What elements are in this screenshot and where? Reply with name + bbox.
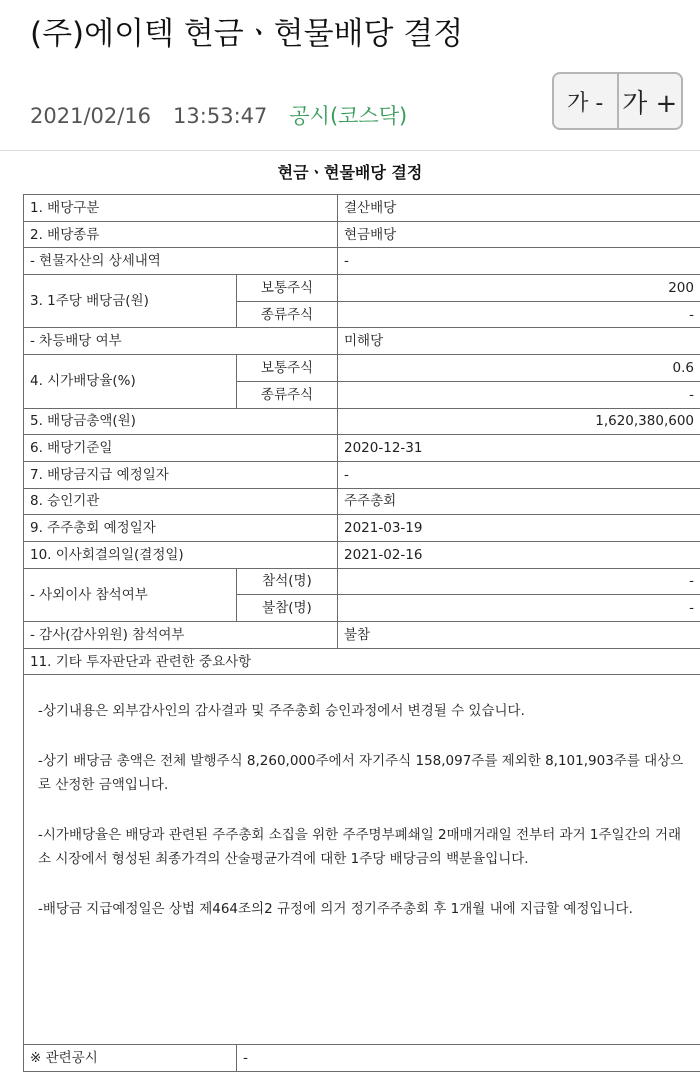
row-label: 11. 기타 투자판단과 관련한 중요사항 [24,648,700,675]
table-row [24,221,700,248]
disclosure-meta [30,100,407,130]
note-paragraph: -상기내용은 외부감사인의 감사결과 및 주주총회 승인과정에서 변경될 수 있습니다. [38,699,686,723]
row-label: - 감사(감사위원) 참석여부 [24,622,338,649]
row-value: 주주총회 [338,488,700,515]
disclosure-time: 13:53:47 [173,104,267,128]
table-row [24,488,700,515]
row-label: 1. 배당구분 [24,195,338,222]
table-row [24,541,700,568]
row-label: - 현물자산의 상세내역 [24,248,338,275]
note-paragraph: -상기 배당금 총액은 전체 발행주식 8,260,000주에서 자기주식 158,097주를 제외한 8,101,903주를 대상으로 산정한 금액입니다. [38,749,686,797]
row-value: 불참 [338,622,700,649]
related-value: - [237,1045,700,1072]
table-row [24,195,700,222]
row-value: - [338,301,700,328]
row-label: 10. 이사회결의일(결정일) [24,541,338,568]
row-value: - [338,381,700,408]
row-value: 200 [338,275,700,302]
divider [0,150,700,151]
note-paragraph: -배당금 지급예정일은 상법 제464조의2 규정에 의거 정기주주총회 후 1개월 내에 지급할 예정입니다. [38,897,686,921]
notes-cell [24,675,700,1045]
row-value: - [338,461,700,488]
table-row [24,328,700,355]
row-value: - [338,568,700,595]
row-value: 2021-02-16 [338,541,700,568]
dividend-table [23,194,700,1072]
disclosure-date: 2021/02/16 [30,104,151,128]
table-row [24,568,700,595]
table-row [24,355,700,382]
row-label: 6. 배당기준일 [24,435,338,462]
table-row [24,461,700,488]
sub-label: 종류주식 [237,381,338,408]
sub-label: 종류주식 [237,301,338,328]
row-value: 2021-03-19 [338,515,700,542]
page-title: (주)에이텍 현금ㆍ현물배당 결정 [30,8,463,53]
row-value: - [338,248,700,275]
table-row [24,435,700,462]
notes-row [24,675,700,1045]
table-row [24,1045,700,1072]
row-label: 4. 시가배당율(%) [24,355,237,408]
disclosure-source: 공시(코스닥) [289,104,407,128]
font-decrease-button[interactable]: 가 - [554,74,617,128]
row-label: 7. 배당금지급 예정일자 [24,461,338,488]
row-label: 2. 배당종류 [24,221,338,248]
document-title: 현금ㆍ현물배당 결정 [0,160,700,183]
row-value: 2020-12-31 [338,435,700,462]
table-row [24,515,700,542]
row-value: 현금배당 [338,221,700,248]
row-label: 8. 승인기관 [24,488,338,515]
row-value: - [338,595,700,622]
table-row [24,408,700,435]
table-row [24,622,700,649]
row-label: 5. 배당금총액(원) [24,408,338,435]
sub-label: 불참(명) [237,595,338,622]
font-increase-button[interactable]: 가 + [617,74,682,128]
row-label: 9. 주주총회 예정일자 [24,515,338,542]
row-label: 3. 1주당 배당금(원) [24,275,237,328]
sub-label: 보통주식 [237,355,338,382]
table-row [24,275,700,302]
row-value: 결산배당 [338,195,700,222]
sub-label: 보통주식 [237,275,338,302]
table-row [24,648,700,675]
sub-label: 참석(명) [237,568,338,595]
row-label: - 차등배당 여부 [24,328,338,355]
table-row [24,248,700,275]
related-label: ※ 관련공시 [24,1045,237,1072]
row-label: - 사외이사 참석여부 [24,568,237,621]
row-value: 0.6 [338,355,700,382]
note-paragraph: -시가배당율은 배당과 관련된 주주총회 소집을 위한 주주명부폐쇄일 2매매거래일 전부터 과거 1주일간의 거래소 시장에서 형성된 최종가격의 산술평균가격에 대한 1주당 배당금의 백분율입니다. [38,823,686,871]
font-size-controls [552,72,683,130]
row-value: 미해당 [338,328,700,355]
row-value: 1,620,380,600 [338,408,700,435]
